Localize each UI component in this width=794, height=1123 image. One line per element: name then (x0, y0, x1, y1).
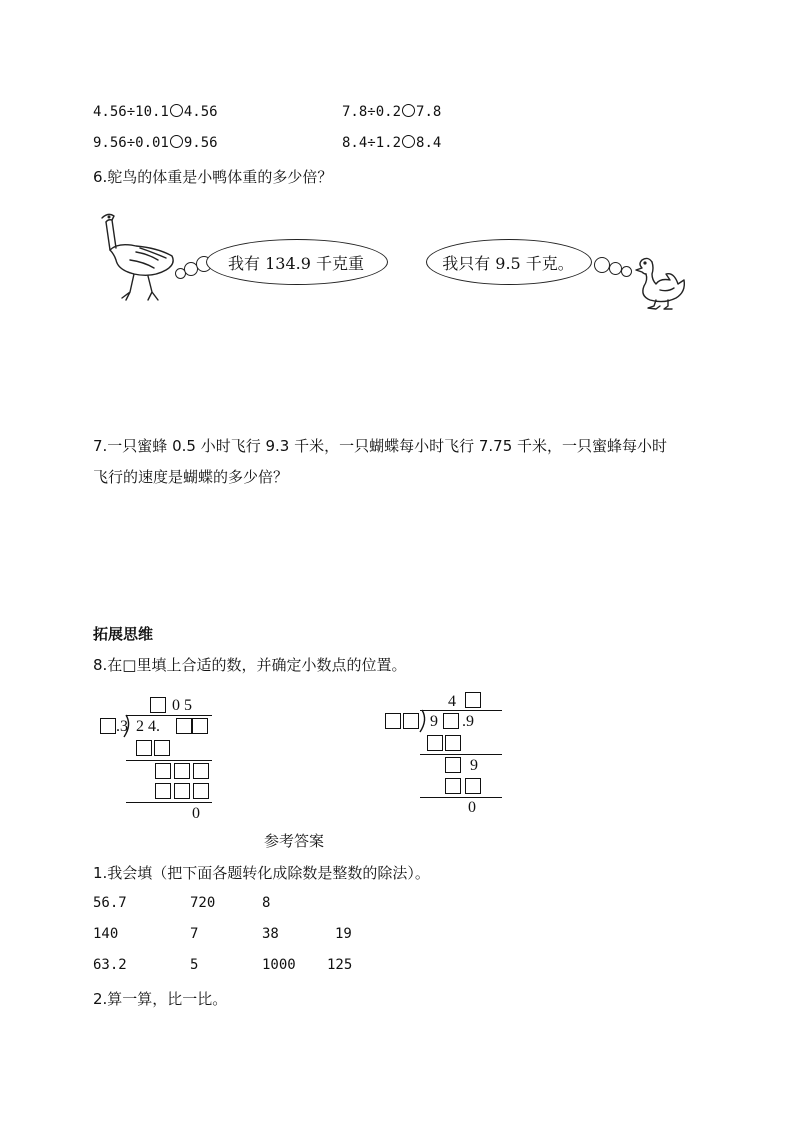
value: 9.56 (183, 135, 218, 151)
compare-circle[interactable] (170, 135, 183, 148)
expression: 4.56÷10.1 (93, 104, 169, 120)
remainder: 0 (192, 805, 200, 822)
value: 7.8 (416, 104, 442, 120)
answer-cell: 7 (190, 926, 199, 942)
value: 8.4 (416, 135, 442, 151)
compare-circle[interactable] (170, 104, 183, 117)
answer-cell: 5 (190, 957, 199, 973)
blank-box[interactable] (403, 713, 419, 729)
blank-box[interactable] (136, 740, 152, 756)
answer-cell: 1000 (262, 957, 296, 973)
blank-box[interactable] (443, 713, 459, 729)
duck-icon (634, 254, 690, 312)
answer-cell: 125 (327, 957, 353, 973)
compare-item-2 (342, 104, 441, 120)
question-7-line1: 7.一只蜜蜂 0.5 小时飞行 9.3 千米，一只蝴蝶每小时飞行 7.75 千米，一只蜜蜂每小时 (93, 437, 668, 455)
blank-box[interactable] (174, 783, 190, 799)
answer-cell: 56.7 (93, 895, 127, 911)
dividend: 2 4. (136, 718, 160, 735)
answer-1-heading: 1.我会填（把下面各题转化成除数是整数的除法）。 (93, 864, 430, 882)
subtraction-line (126, 760, 212, 761)
blank-box[interactable] (445, 735, 461, 751)
expression: 7.8÷0.2 (342, 104, 402, 120)
blank-box[interactable] (445, 778, 461, 794)
value: 4.56 (183, 104, 218, 120)
blank-box[interactable] (174, 763, 190, 779)
answer-cell: 8 (262, 895, 271, 911)
blank-box[interactable] (155, 783, 171, 799)
division-bar (126, 715, 212, 716)
blank-box[interactable] (193, 783, 209, 799)
subtraction-line (420, 797, 502, 798)
blank-box[interactable] (192, 718, 208, 734)
blank-box[interactable] (193, 763, 209, 779)
compare-item-1 (93, 104, 218, 120)
thought-dot (609, 262, 622, 275)
answer-cell: 63.2 (93, 957, 127, 973)
quotient-digits: 0 5 (172, 697, 192, 714)
thought-dot (621, 266, 632, 277)
blank-box[interactable] (155, 763, 171, 779)
blank-box[interactable] (465, 692, 481, 708)
thought-dot (594, 257, 610, 273)
blank-box[interactable] (176, 718, 192, 734)
blank-box[interactable] (445, 757, 461, 773)
question-8: 8.在□里填上合适的数，并确定小数点的位置。 (93, 656, 407, 674)
expression: 8.4÷1.2 (342, 135, 402, 151)
blank-box[interactable] (154, 740, 170, 756)
ostrich-speech-text: 我有 134.9 千克重 (228, 254, 364, 273)
answers-title: 参考答案 (264, 832, 325, 850)
dividend-end: .9 (462, 713, 474, 730)
blank-box[interactable] (465, 778, 481, 794)
duck-speech-text: 我只有 9.5 千克。 (442, 254, 574, 273)
divisor-decimal: .3 (116, 718, 128, 735)
quotient-digit: 4 (448, 693, 456, 710)
compare-circle[interactable] (402, 104, 415, 117)
subtraction-line (420, 754, 502, 755)
answer-cell: 720 (190, 895, 216, 911)
remainder: 0 (468, 799, 476, 816)
ostrich-icon (96, 208, 182, 304)
expression: 9.56÷0.01 (93, 135, 169, 151)
section-heading: 拓展思维 (93, 625, 154, 643)
question-6: 6.鸵鸟的体重是小鸭体重的多少倍？ (93, 168, 333, 186)
compare-item-3 (93, 135, 218, 151)
division-bar (420, 710, 502, 711)
question-7-line2: 飞行的速度是蝴蝶的多少倍？ (93, 468, 289, 486)
division-bracket (418, 708, 430, 734)
compare-item-4 (342, 135, 441, 151)
answer-cell: 19 (335, 926, 352, 942)
subtraction-line (126, 802, 212, 803)
answer-2-heading: 2.算一算，比一比。 (93, 990, 228, 1008)
step-digit: 9 (470, 757, 478, 774)
compare-circle[interactable] (402, 135, 415, 148)
answer-cell: 38 (262, 926, 279, 942)
blank-box[interactable] (427, 735, 443, 751)
division-bracket (122, 713, 134, 739)
dividend-start: 9 (430, 713, 438, 730)
blank-box[interactable] (385, 713, 401, 729)
answer-cell: 140 (93, 926, 119, 942)
blank-box[interactable] (150, 697, 166, 713)
blank-box[interactable] (100, 718, 116, 734)
